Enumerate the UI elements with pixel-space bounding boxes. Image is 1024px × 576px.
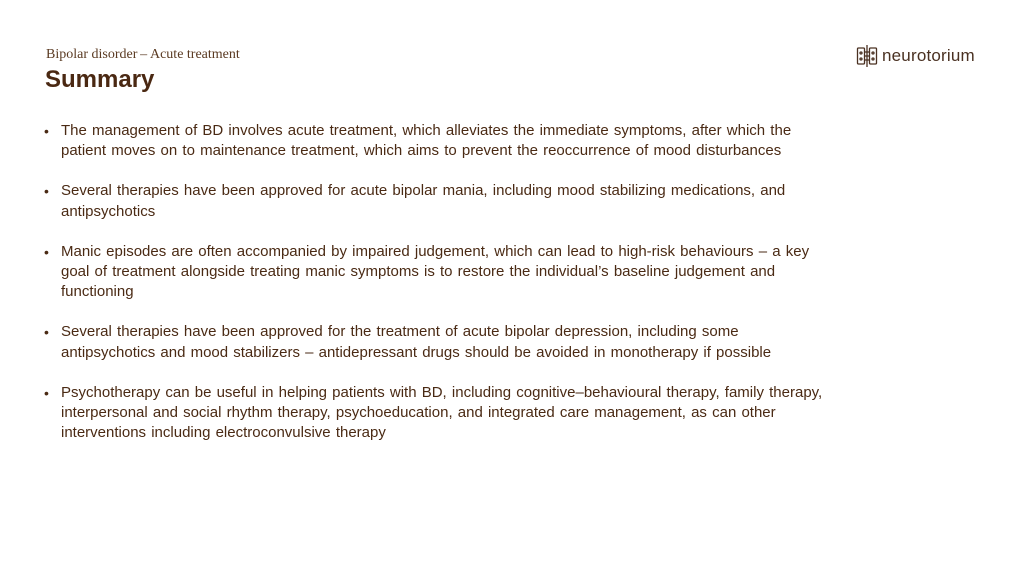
bullet-item-2: • Several therapies have been approved for acute bipolar mania, including mood stabilizing medications, and antipsychotics [44, 181, 834, 221]
bullet-item-5: • Psychotherapy can be useful in helping patients with BD, including cognitive–behavioural therapy, family therapy, interpersonal and social rhythm therapy, psychoeducation, and integrated care management, as can other interventions including electroconvulsive therapy [44, 383, 834, 444]
neurotorium-logo-icon [856, 44, 878, 68]
bullet-item-1: • The management of BD involves acute treatment, which alleviates the immediate symptoms, after which the patient moves on to maintenance treatment, which aims to prevent the reoccurrence of mood disturbances [44, 121, 834, 161]
section-subtitle: Bipolar disorder – Acute treatment [46, 47, 240, 62]
bullet-item-4: • Several therapies have been approved for the treatment of acute bipolar depression, including some antipsychotics and mood stabilizers – antidepressant drugs should be avoided in monotherapy if possible [44, 322, 834, 362]
logo-text: neurotorium [882, 46, 975, 65]
bullet-item-3: • Manic episodes are often accompanied by impaired judgement, which can lead to high-risk behaviours – a key goal of treatment alongside treating manic symptoms is to restore the individual’s baseline judgement and functioning [44, 242, 834, 303]
page-title: Summary [45, 66, 155, 93]
neurotorium-logo [856, 43, 975, 69]
summary-bullet-list [44, 121, 834, 463]
